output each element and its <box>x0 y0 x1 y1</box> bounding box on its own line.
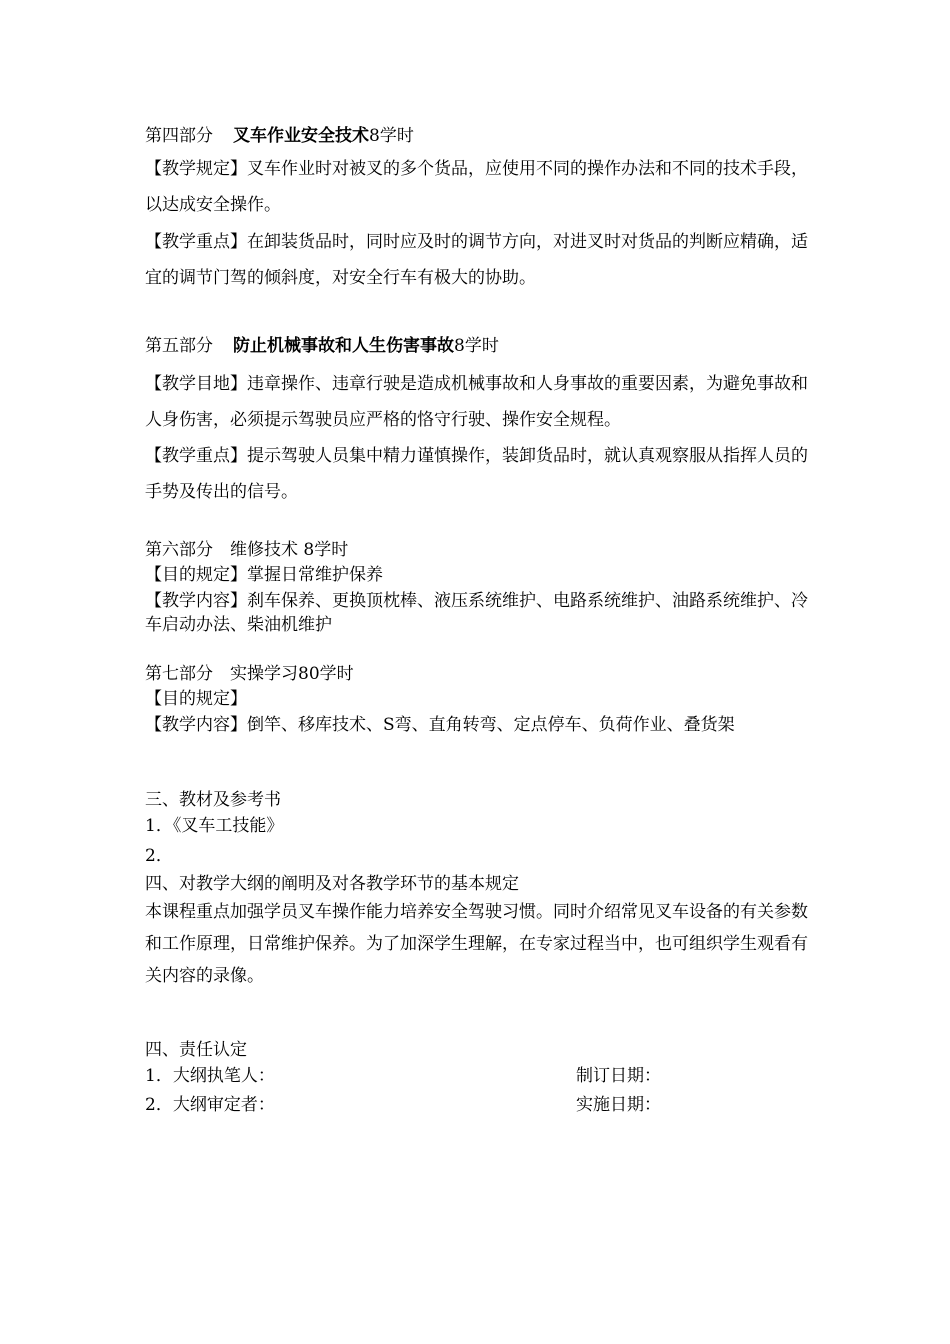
notes-body: 本课程重点加强学员叉车操作能力培养安全驾驶习惯。同时介绍常见叉车设备的有关参数和工作原理，日常维护保养。为了加深学生理解，在专家过程当中，也可组织学生观看有关内容的录像。 <box>145 902 808 986</box>
section-5-prefix: 第五部分 <box>145 336 213 356</box>
section-6-heading: 第六部分 维修技术 8学时 <box>145 540 349 560</box>
section-4-title: 叉车作业安全技术 <box>233 126 369 146</box>
section-6-objective: 【目的规定】掌握日常维护保养 <box>145 565 383 585</box>
notes-heading: 四、对教学大纲的阐明及对各教学环节的基本规定 <box>145 874 519 894</box>
section-5-keypoints: 【教学重点】提示驾驶人员集中精力谨慎操作，装卸货品时，就认真观察服从指挥人员的手势及传出的信号。 <box>145 446 808 502</box>
outline-writer-label: 1．大纲执笔人： <box>145 1066 275 1086</box>
textbooks-heading: 三、教材及参考书 <box>145 790 281 810</box>
outline-reviewer-label: 2．大纲审定者： <box>145 1095 275 1115</box>
section-6-content: 【教学内容】刹车保养、更换顶枕棒、液压系统维护、电路系统维护、油路系统维护、冷车启动办法、柴油机维护 <box>145 591 808 635</box>
section-5-heading <box>145 335 499 357</box>
implementation-date-label: 实施日期： <box>576 1095 661 1115</box>
section-5-title: 防止机械事故和人生伤害事故 <box>233 336 454 356</box>
textbook-item-1: 1．《叉车工技能》 <box>145 816 284 836</box>
section-4-hours: 8学时 <box>369 126 414 146</box>
section-7-objective: 【目的规定】 <box>145 689 247 709</box>
made-date-label: 制订日期： <box>576 1066 661 1086</box>
responsibility-heading: 四、责任认定 <box>145 1040 247 1060</box>
textbook-item-2: 2． <box>145 846 173 866</box>
section-5-objective: 【教学目地】违章操作、违章行驶是造成机械事故和人身事故的重要因素，为避免事故和人身伤害，必须提示驾驶员应严格的恪守行驶、操作安全规程。 <box>145 374 808 430</box>
section-4-requirement: 【教学规定】叉车作业时对被叉的多个货品，应使用不同的操作办法和不同的技术手段，以达成安全操作。 <box>145 159 808 215</box>
section-5-hours: 8学时 <box>454 336 499 356</box>
section-4-prefix: 第四部分 <box>145 126 213 146</box>
section-4-keypoints: 【教学重点】在卸装货品时，同时应及时的调节方向，对进叉时对货品的判断应精确，适宜的调节门驾的倾斜度，对安全行车有极大的协助。 <box>145 232 808 288</box>
section-4-heading <box>145 125 414 147</box>
section-7-heading: 第七部分 实操学习80学时 <box>145 664 354 684</box>
section-7-content: 【教学内容】倒竿、移库技术、S弯、直角转弯、定点停车、负荷作业、叠货架 <box>145 715 735 735</box>
